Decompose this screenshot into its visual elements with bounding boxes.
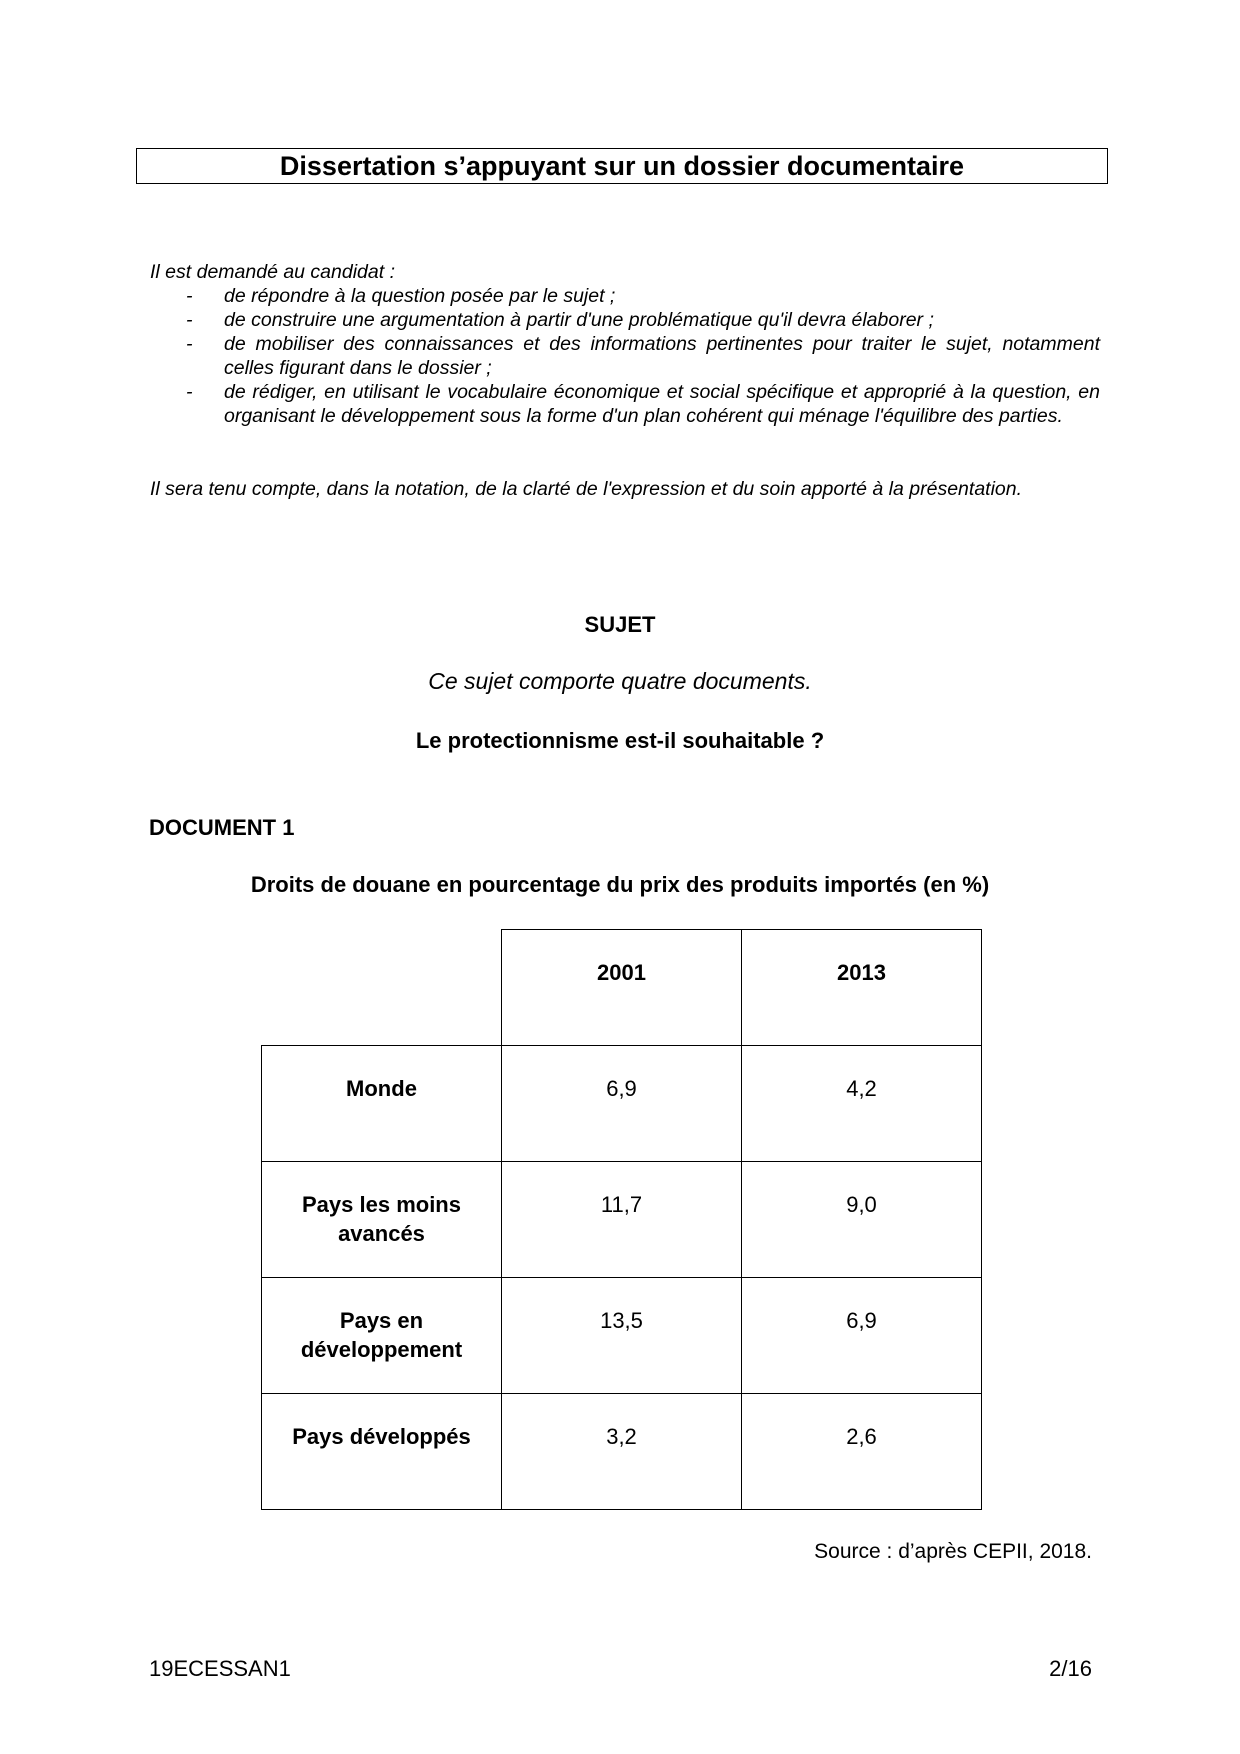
footer-page-number: 2/16 — [1049, 1656, 1092, 1681]
column-header-2001: 2001 — [502, 930, 742, 1046]
subject-subtitle: Ce sujet comporte quatre documents. — [428, 668, 812, 694]
table-cell: 13,5 — [502, 1278, 742, 1394]
list-item-text: de mobiliser des connaissances et des informations pertinentes pour traiter le sujet, notamment celles figurant dans le dossier ; — [224, 333, 1100, 379]
table-row — [262, 1394, 982, 1510]
bullet-dash: - — [186, 381, 193, 403]
table-row — [262, 1162, 982, 1278]
list-item-text: de construire une argumentation à partir d'une problématique qu'il devra élaborer ; — [224, 309, 934, 331]
evaluation-note: Il sera tenu compte, dans la notation, de la clarté de l'expression et du soin apporté à la présentation. — [150, 478, 1023, 500]
row-header: Pays les moins avancés — [262, 1162, 502, 1278]
list-item — [150, 332, 1100, 380]
instructions-block — [150, 260, 1100, 428]
list-item — [150, 308, 1100, 332]
source-citation: Source : d’après CEPII, 2018. — [814, 1540, 1092, 1563]
table-cell: 4,2 — [742, 1046, 982, 1162]
list-item — [150, 284, 1100, 308]
bullet-dash: - — [186, 285, 193, 307]
table-row — [262, 1046, 982, 1162]
bullet-dash: - — [186, 333, 193, 355]
table-cell: 11,7 — [502, 1162, 742, 1278]
table-header-row — [262, 930, 982, 1046]
table-cell: 6,9 — [742, 1278, 982, 1394]
bullet-dash: - — [186, 309, 193, 331]
page-title: Dissertation s’appuyant sur un dossier documentaire — [136, 148, 1108, 184]
table-cell: 2,6 — [742, 1394, 982, 1510]
row-header: Pays développés — [262, 1394, 502, 1510]
table-title: Droits de douane en pourcentage du prix des produits importés (en %) — [250, 872, 990, 897]
list-item-text: de rédiger, en utilisant le vocabulaire économique et social spécifique et approprié à la question, en organisant le développement sous la forme d'un plan cohérent qui ménage l'équilibre des parties. — [224, 381, 1100, 427]
table-row — [262, 1278, 982, 1394]
instructions-intro: Il est demandé au candidat : — [150, 261, 395, 283]
table-cell: 3,2 — [502, 1394, 742, 1510]
table-cell: 6,9 — [502, 1046, 742, 1162]
subject-question: Le protectionnisme est-il souhaitable ? — [415, 728, 825, 753]
list-item-text: de répondre à la question posée par le sujet ; — [224, 285, 616, 307]
subject-heading: SUJET — [584, 612, 656, 637]
row-header: Monde — [262, 1046, 502, 1162]
table-cell: 9,0 — [742, 1162, 982, 1278]
row-header: Pays en développement — [262, 1278, 502, 1394]
customs-duties-table — [261, 929, 982, 1510]
column-header-2013: 2013 — [742, 930, 982, 1046]
instructions-list — [150, 284, 1100, 428]
footer-exam-code: 19ECESSAN1 — [149, 1656, 291, 1681]
empty-corner-cell — [262, 930, 502, 1046]
list-item — [150, 380, 1100, 428]
document-label: DOCUMENT 1 — [149, 815, 295, 840]
